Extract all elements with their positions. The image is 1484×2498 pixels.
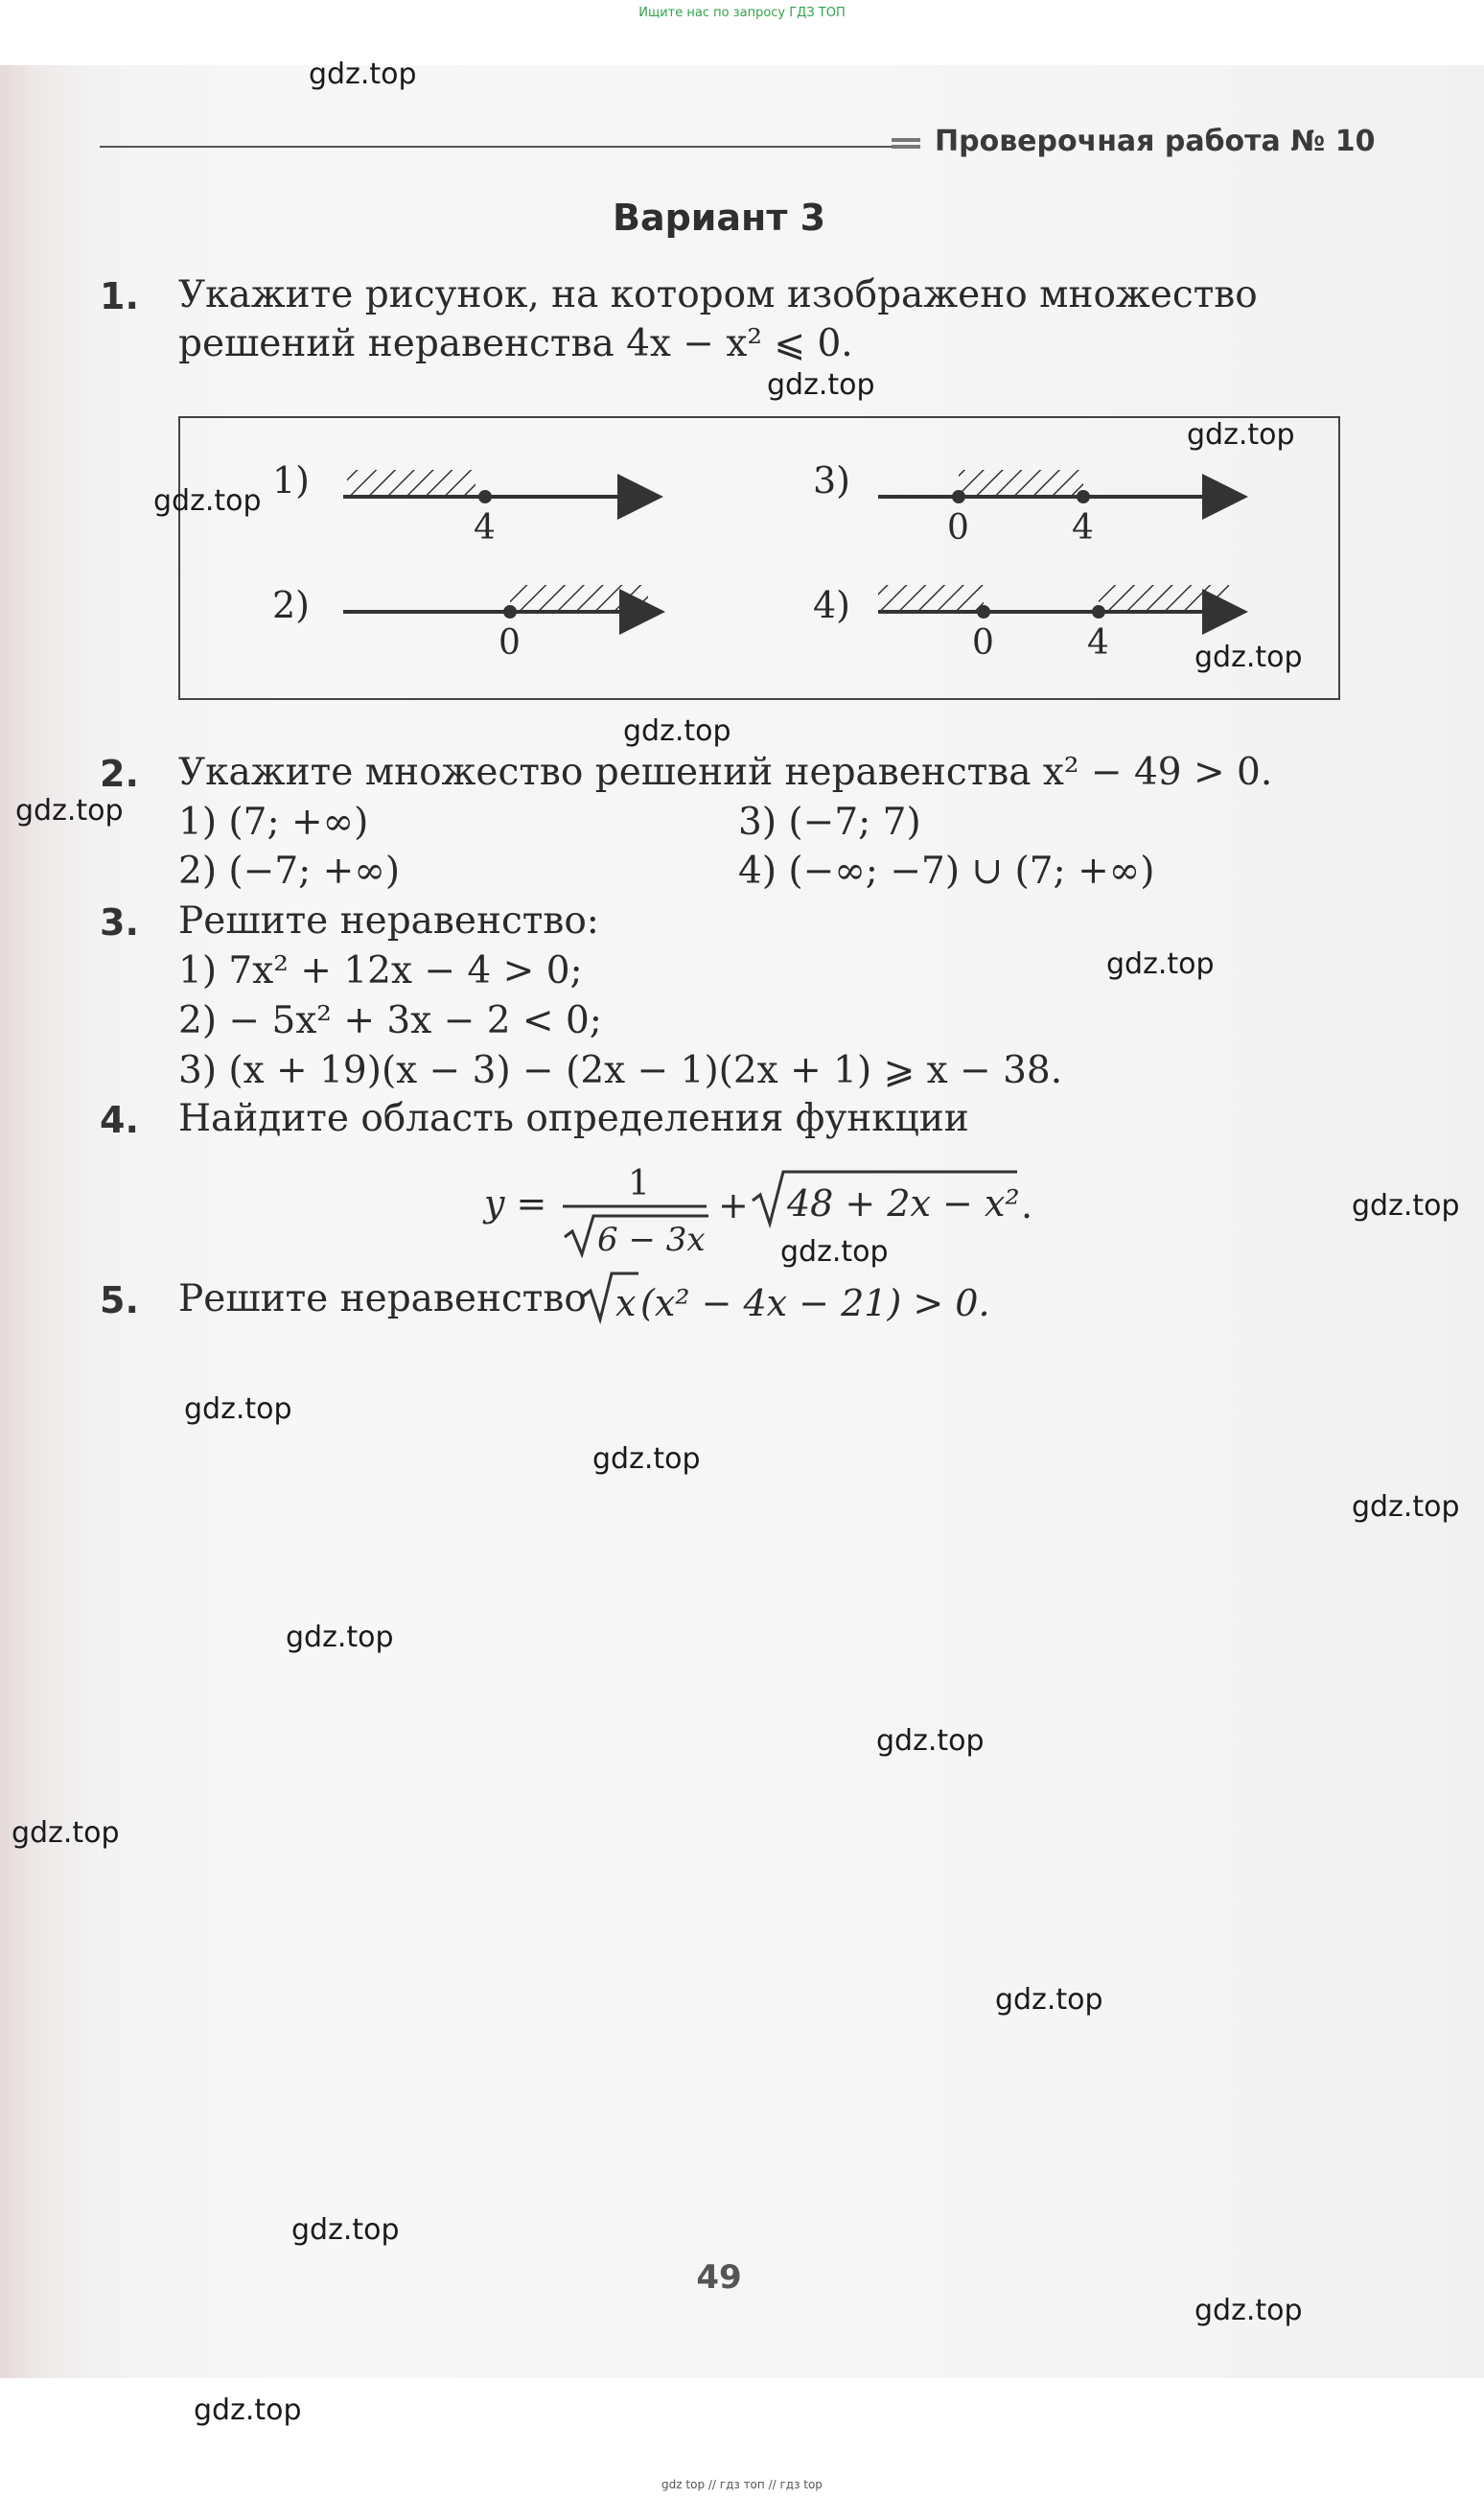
option-3-point-0 xyxy=(952,490,965,503)
option-4-point-4 xyxy=(1092,605,1105,619)
task-2-option-2: 2) (−7; +∞) xyxy=(178,850,401,893)
watermark: gdz.top xyxy=(286,1621,394,1654)
watermark: gdz.top xyxy=(876,1724,985,1758)
watermark: gdz.top xyxy=(15,794,124,828)
header-marker-icon xyxy=(892,136,926,152)
task-2-option-3: 3) (−7; 7) xyxy=(738,801,921,844)
page-number: 49 xyxy=(696,2258,742,2297)
option-1-point-label: 4 xyxy=(474,508,496,548)
task-4-formula xyxy=(475,1151,1069,1266)
top-promo-note: Ищите нас по запросу ГДЗ ТОП xyxy=(638,6,846,20)
header-title: Проверочная работа № 10 xyxy=(935,125,1376,158)
watermark: gdz.top xyxy=(780,1235,889,1269)
task-2-text: Укажите множество решений неравенства x² − 49 > 0. xyxy=(178,751,1273,794)
watermark: gdz.top xyxy=(592,1442,701,1476)
watermark: gdz.top xyxy=(184,1392,292,1426)
option-3-point-label-0: 0 xyxy=(947,508,969,548)
option-3-hatch xyxy=(959,470,1083,495)
task-5-text: Решите неравенство xyxy=(178,1277,587,1320)
option-4-point-label-4: 4 xyxy=(1087,623,1109,663)
formula-numerator: 1 xyxy=(628,1164,650,1203)
option-2-hatch xyxy=(510,585,648,610)
formula-denominator: 6 − 3x xyxy=(597,1221,706,1259)
task-1-line-2: решений неравенства 4x − x² ⩽ 0. xyxy=(178,322,853,365)
option-1-point xyxy=(478,490,492,503)
formula-end: . xyxy=(1021,1184,1033,1226)
option-3-point-4 xyxy=(1077,490,1090,503)
option-4-point-label-0: 0 xyxy=(972,623,994,663)
option-2-point xyxy=(503,605,517,619)
task-2-option-1: 1) (7; +∞) xyxy=(178,801,369,844)
watermark: gdz.top xyxy=(291,2213,400,2247)
option-4-hatch-left xyxy=(878,585,984,610)
option-2-point-label: 0 xyxy=(499,623,521,663)
option-2-label: 2) xyxy=(272,584,311,626)
watermark: gdz.top xyxy=(1352,1189,1460,1223)
task-3-item-1: 1) 7x² + 12x − 4 > 0; xyxy=(178,949,583,992)
task-2-option-4: 4) (−∞; −7) ∪ (7; +∞) xyxy=(738,850,1155,893)
task-1-figure-box xyxy=(178,416,1340,700)
option-4-hatch-right xyxy=(1099,585,1229,610)
formula-plus: + xyxy=(718,1184,749,1226)
header-rule xyxy=(100,146,895,148)
task-5-root: x xyxy=(615,1282,637,1324)
option-3-point-label-4: 4 xyxy=(1072,508,1094,548)
option-4-point-0 xyxy=(977,605,990,619)
variant-title: Вариант 3 xyxy=(612,197,826,239)
number-lines-figure xyxy=(180,418,1338,698)
watermark: gdz.top xyxy=(995,1983,1103,2017)
option-1-label: 1) xyxy=(272,459,311,502)
watermark: gdz.top xyxy=(1106,947,1215,981)
watermark: gdz.top xyxy=(153,484,262,518)
watermark: gdz.top xyxy=(1194,2294,1303,2327)
option-3-label: 3) xyxy=(813,459,851,502)
watermark: gdz.top xyxy=(12,1816,120,1850)
task-5-formula xyxy=(579,1264,1058,1331)
task-3-text: Решите неравенство: xyxy=(178,899,599,943)
task-3-item-2: 2) − 5x² + 3x − 2 < 0; xyxy=(178,999,602,1042)
watermark: gdz.top xyxy=(194,2393,302,2427)
option-1-hatch xyxy=(347,470,475,495)
task-3-number: 3. xyxy=(100,901,139,944)
task-4-number: 4. xyxy=(100,1099,139,1141)
bottom-note: gdz top // гдз топ // гдз top xyxy=(661,2478,823,2491)
task-3-item-3: 3) (x + 19)(x − 3) − (2x − 1)(2x + 1) ⩾ x − 38. xyxy=(178,1049,1063,1092)
watermark: gdz.top xyxy=(1352,1490,1460,1524)
task-1-line-1: Укажите рисунок, на котором изображено множество xyxy=(178,273,1258,316)
watermark: gdz.top xyxy=(767,368,875,402)
watermark: gdz.top xyxy=(1194,641,1303,674)
task-1-number: 1. xyxy=(100,275,139,317)
task-5-rest: (x² − 4x − 21) > 0. xyxy=(640,1282,990,1324)
task-2-number: 2. xyxy=(100,753,139,795)
watermark: gdz.top xyxy=(1187,418,1295,452)
watermark: gdz.top xyxy=(309,58,417,91)
formula-lhs: y = xyxy=(484,1182,547,1225)
task-4-text: Найдите область определения функции xyxy=(178,1097,969,1140)
task-5-number: 5. xyxy=(100,1279,139,1321)
formula-root: 48 + 2x − x² xyxy=(787,1182,1020,1225)
watermark: gdz.top xyxy=(623,714,731,748)
option-4-label: 4) xyxy=(813,584,851,626)
